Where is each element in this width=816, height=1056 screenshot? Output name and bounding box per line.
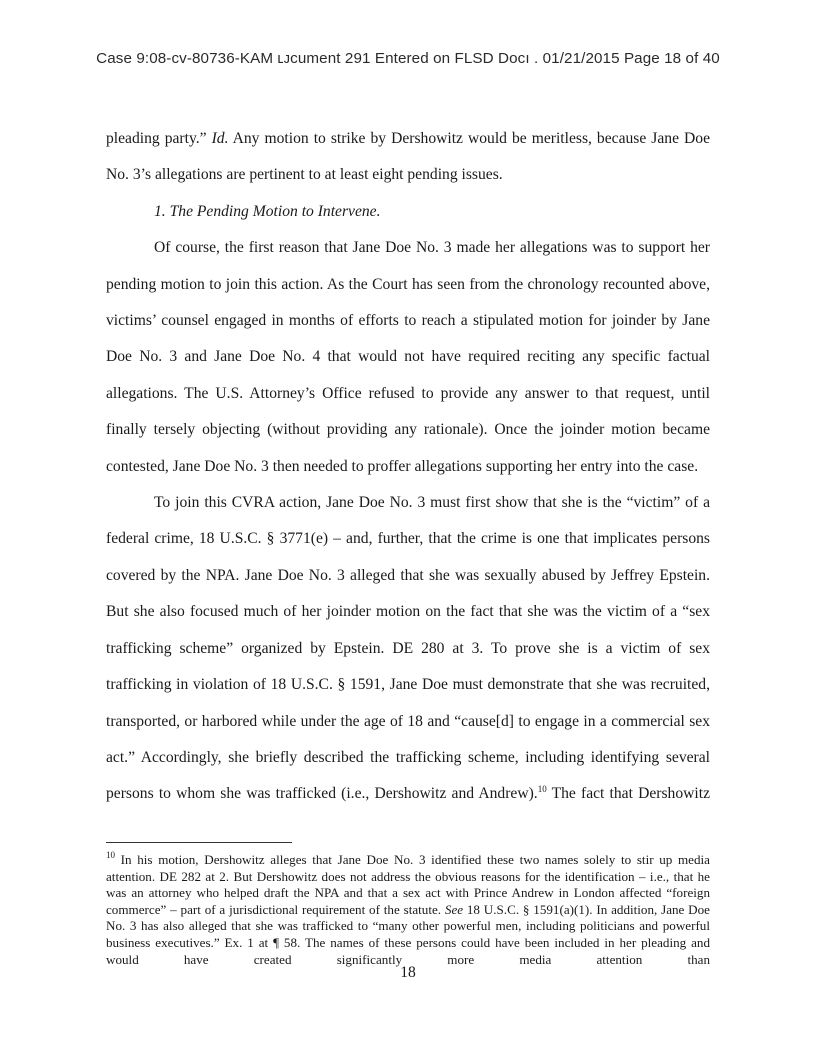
case-header: Case 9:08-cv-80736-KAM ʟᴊcument 291 Entered on FLSD Docı . 01/21/2015 Page 18 of 40 bbox=[96, 50, 720, 67]
paragraph-text: To join this CVRA action, Jane Doe No. 3 must first show that she is the “victim” of a federal crime, 18 U.S.C. § 3771(e) – and, further, that the crime is one that implicates persons covered by the NPA. Jane Doe No. 3 alleged that she was sexually abused by Jeffrey Epstein. But she also focused much of her joinder motion on the fact that she was the victim of a “sex trafficking scheme” organized by Epstein. DE 280 at 3. To prove she is a victim of sex trafficking in violation of 18 U.S.C. § 1591, Jane Doe must demonstrate that she was recruited, transported, or harbored while under the age of 18 and “cause[d] to engage in a commercial sex act.” Accordingly, she briefly described the trafficking scheme, including identifying several persons to whom she was trafficked (i.e., Dershowitz and Andrew). bbox=[106, 494, 710, 803]
footnote-marker: 10 bbox=[106, 850, 115, 860]
page-number: 18 bbox=[400, 964, 416, 981]
paragraph-text: pleading party.” bbox=[106, 130, 212, 147]
paragraph-pending-motion: Of course, the first reason that Jane Doe No. 3 made her allegations was to support her pending motion to join this action. As the Court has seen from the chronology recounted above, victims’ counsel engaged in months of efforts to reach a stipulated motion for joinder by Jane Doe No. 3 and Jane Doe No. 4 that would not have required reciting any specific factual allegations. The U.S. Attorney’s Office refused to provide any answer to that request, until finally tersely objecting (without providing any rationale). Once the joinder motion became contested, Jane Doe No. 3 then needed to proffer allegations supporting her entry into the case. bbox=[106, 239, 710, 475]
paragraph-text: The fact that Dershowitz bbox=[546, 785, 711, 803]
footnote-section bbox=[106, 852, 710, 968]
paragraph-text: Any motion to strike by Dershowitz would be meritless, because Jane Doe No. 3’s allegations are pertinent to at least eight pending issues. bbox=[106, 130, 710, 184]
citation-id: Id. bbox=[211, 130, 229, 147]
footnote-10 bbox=[106, 852, 710, 968]
footnote-reference[interactable]: 10 bbox=[537, 784, 547, 795]
section-heading: 1. The Pending Motion to Intervene. bbox=[154, 202, 381, 220]
document-body bbox=[106, 121, 710, 813]
footnote-divider bbox=[106, 842, 292, 843]
paragraph-continuation bbox=[106, 121, 710, 194]
footnote-text: 18 U.S.C. § 1591(a)(1). In addition, Jane Doe No. 3 has also alleged that she was trafficked to “many other powerful men, including politicians and powerful business executives.” Ex. 1 at ¶ 58. The names of these persons could have been included in her pleading and would have created significantly more media attention than bbox=[106, 901, 710, 967]
citation-see: See bbox=[444, 901, 464, 917]
footnote-text: In his motion, Dershowitz alleges that Jane Doe No. 3 identified these two names solely to stir up media attention. DE 282 at 2. But Dershowitz does not address the obvious reasons for the identification – i.e., that he was an attorney who helped draft the NPA and that a sex act with Prince Andrew in London affected “foreign commerce” – part of a jurisdictional requirement of the statute. bbox=[106, 852, 710, 917]
paragraph-cvra-action bbox=[106, 485, 710, 813]
